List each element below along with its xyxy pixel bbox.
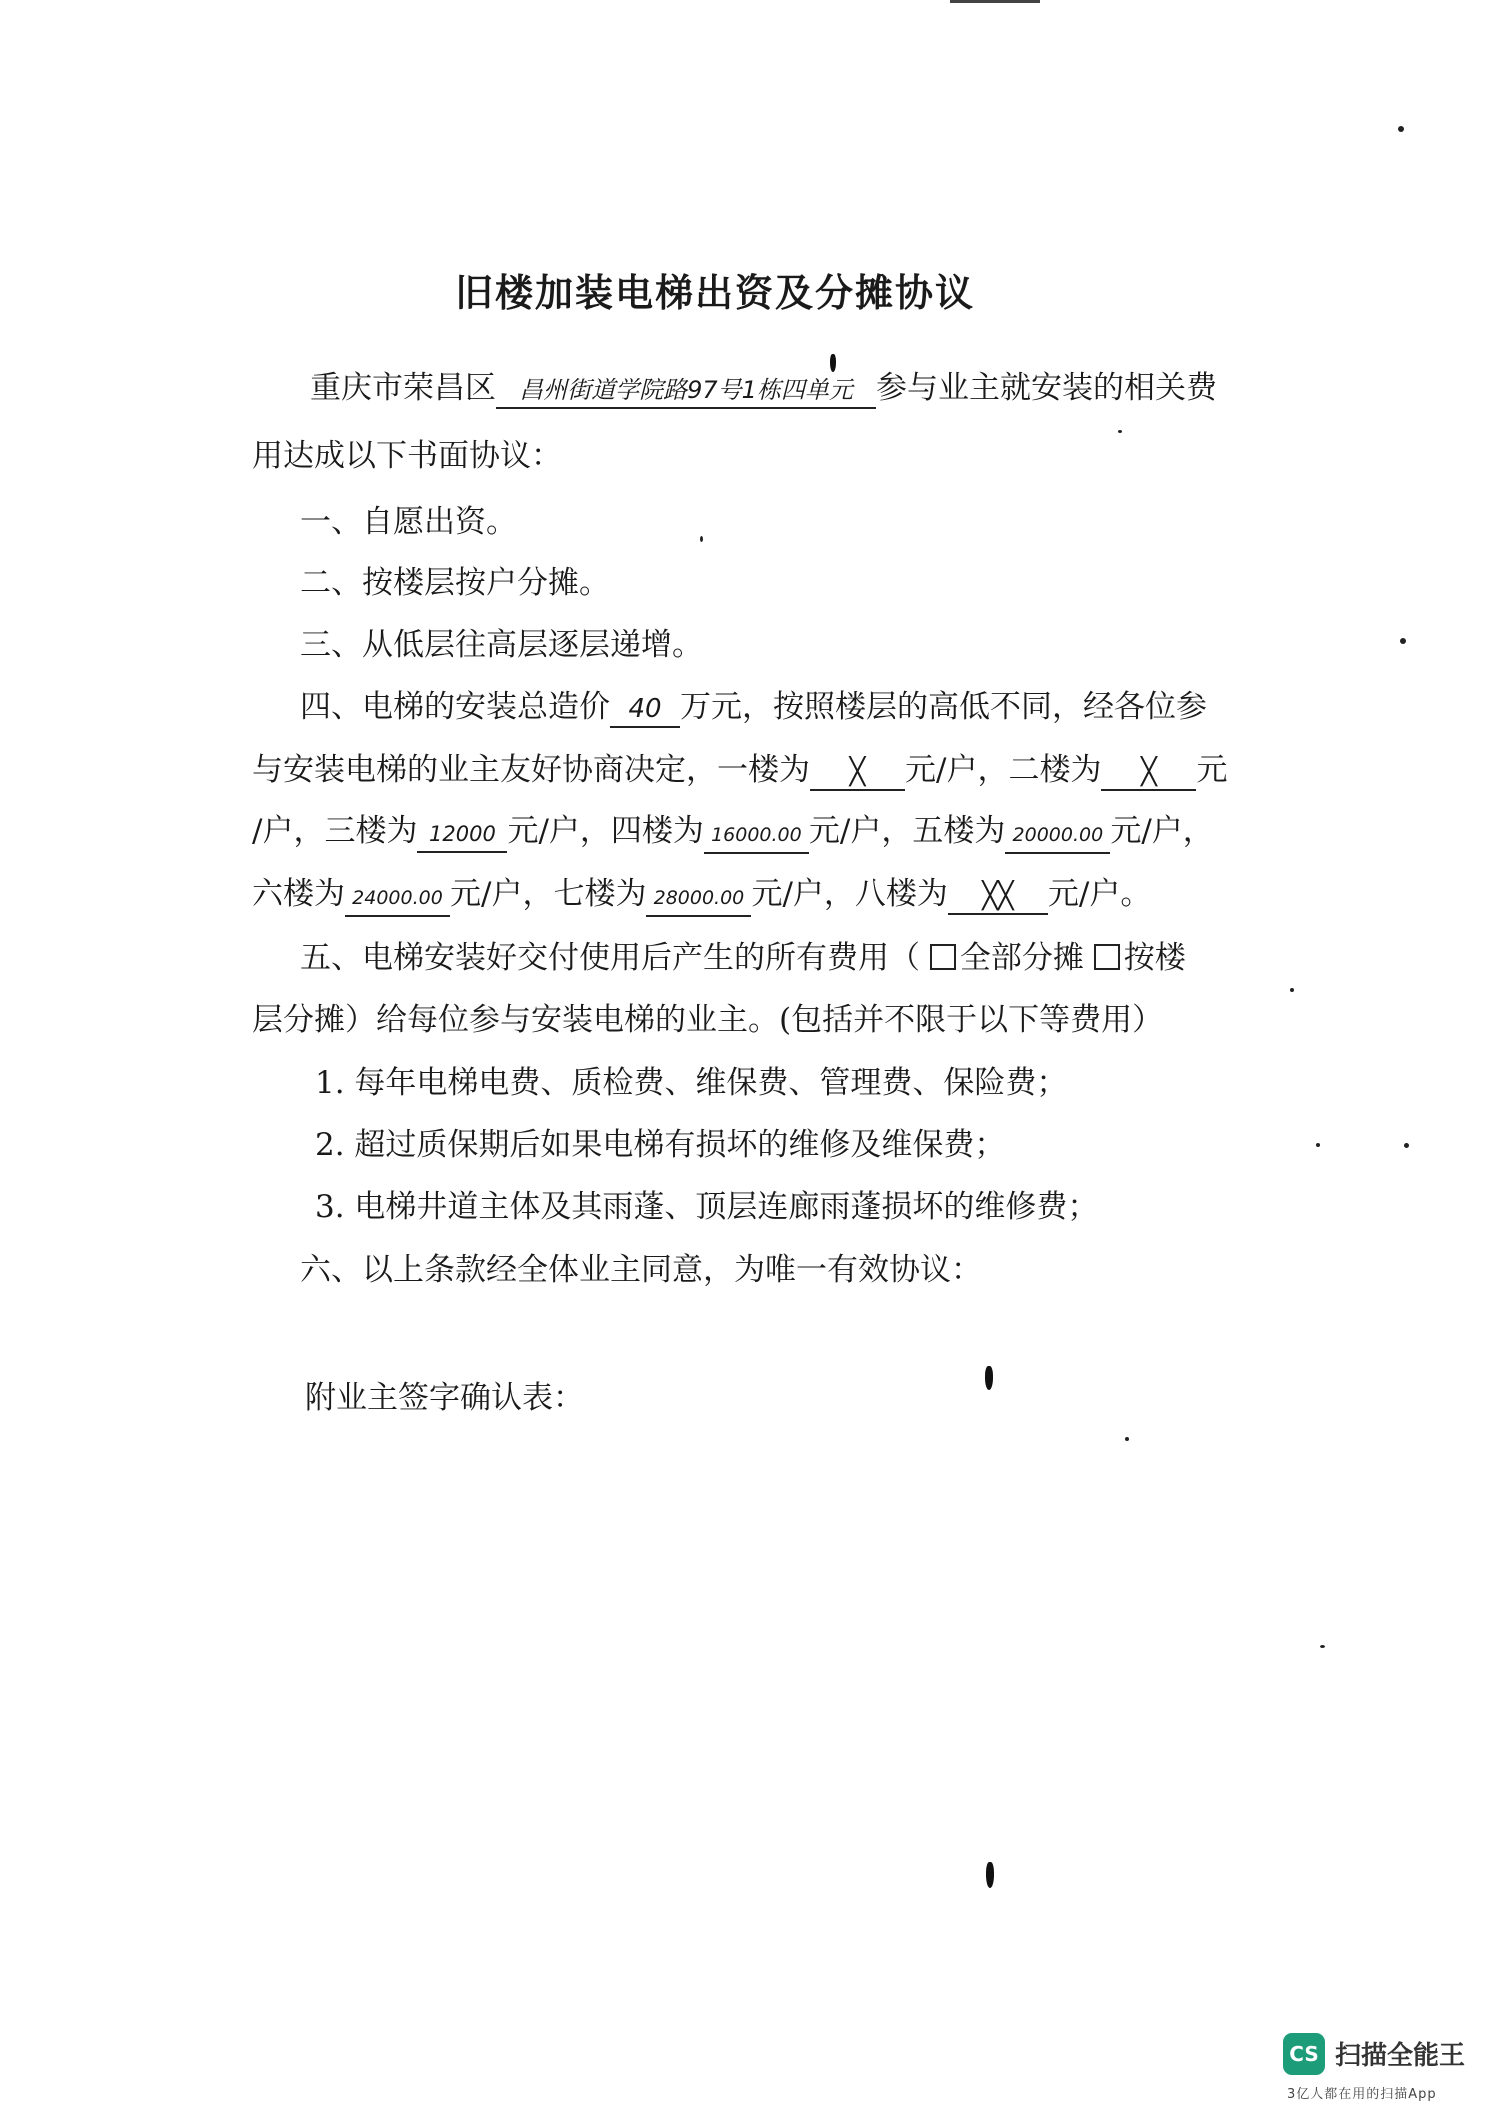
checkbox-all-share	[930, 944, 956, 970]
floor-4-field: 16000.00	[704, 818, 809, 854]
intro-line-2: 用达成以下书面协议：	[252, 438, 562, 474]
ink-blot	[986, 1862, 994, 1888]
watermark-app-name: 扫描全能王	[1335, 2041, 1466, 2071]
scan-edge-mark	[950, 0, 1040, 3]
scan-speck	[1398, 126, 1404, 132]
intro-line-1: 重庆市荣昌区 昌州街道学院路97号1栋四单元 参与业主就安装的相关费	[310, 368, 1217, 409]
clause-4-line-1: 四、电梯的安装总造价 40 万元，按照楼层的高低不同，经各位参	[300, 687, 1207, 728]
clause-3: 三、从低层往高层逐层递增。	[300, 627, 703, 663]
scan-speck	[1400, 638, 1406, 644]
clause-6: 六、以上条款经全体业主同意，为唯一有效协议：	[300, 1252, 982, 1288]
handwritten-address: 昌州街道学院路97号1栋四单元	[496, 373, 876, 409]
clause-1: 一、自愿出资。	[300, 504, 517, 540]
watermark-tagline: 3亿人都在用的扫描App	[1287, 2087, 1437, 2102]
floor-1-field: ╳	[810, 755, 905, 791]
ink-blot	[985, 1366, 993, 1390]
scan-speck	[1320, 1645, 1325, 1648]
clause-5-line-1: 五、电梯安装好交付使用后产生的所有费用（ 全部分摊 按楼	[300, 940, 1186, 976]
clause-4-line-2: 与安装电梯的业主友好协商决定，一楼为 ╳ 元/户，二楼为 ╳ 元	[252, 750, 1227, 791]
cs-logo-icon: CS	[1283, 2033, 1325, 2075]
scan-speck	[1290, 988, 1294, 992]
floor-5-field: 20000.00	[1005, 818, 1110, 854]
sub-item-1: 1. 每年电梯电费、质检费、维保费、管理费、保险费；	[315, 1065, 1068, 1101]
clause-4-line-4: 六楼为 24000.00 元/户，七楼为 28000.00 元/户，八楼为 ╳╳ 元/户。	[252, 874, 1151, 917]
floor-2-field: ╳	[1101, 755, 1196, 791]
scan-speck	[1316, 1143, 1320, 1147]
checkbox-floor-share	[1094, 944, 1120, 970]
floor-3-field: 12000	[417, 817, 507, 853]
clause-2: 二、按楼层按户分摊。	[300, 565, 610, 601]
sub-item-3: 3. 电梯井道主体及其雨蓬、顶层连廊雨蓬损坏的维修费；	[315, 1189, 1099, 1225]
document-title: 旧楼加装电梯出资及分摊协议	[454, 270, 975, 315]
clause-5-line-2: 层分摊）给每位参与安装电梯的业主。(包括并不限于以下等费用）	[252, 1002, 1164, 1038]
scan-speck	[1125, 1437, 1129, 1441]
total-cost-field: 40	[610, 692, 680, 728]
sub-item-2: 2. 超过质保期后如果电梯有损坏的维修及维保费；	[315, 1127, 1006, 1163]
clause-4-line-3: /户，三楼为 12000 元/户，四楼为 16000.00 元/户，五楼为 20000.00 元/户，	[252, 811, 1214, 854]
floor-6-field: 24000.00	[345, 881, 450, 917]
scan-speck	[1404, 1143, 1409, 1148]
floor-7-field: 28000.00	[646, 881, 751, 917]
scan-speck	[700, 536, 703, 542]
scan-speck	[1118, 430, 1122, 433]
attachment-label: 附业主签字确认表：	[305, 1380, 584, 1416]
floor-8-field: ╳╳	[948, 879, 1048, 915]
ink-blot	[830, 354, 836, 372]
